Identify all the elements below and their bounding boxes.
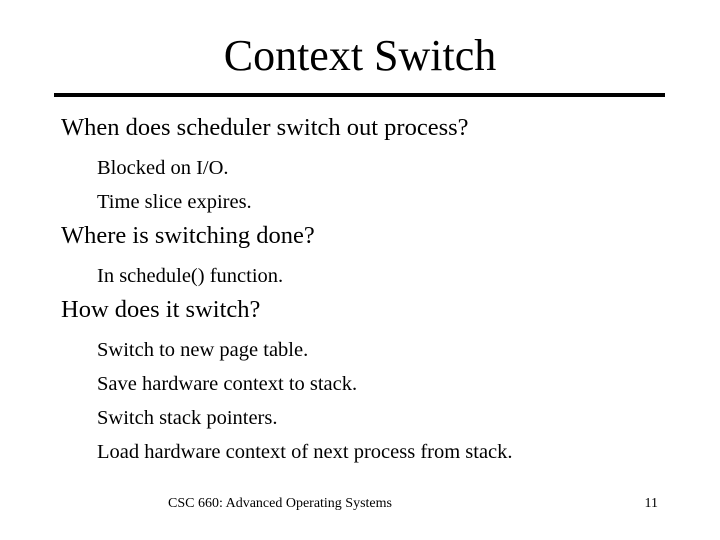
slide-footer: CSC 660: Advanced Operating Systems	[168, 496, 392, 511]
slide-body	[61, 111, 681, 469]
section-where	[61, 219, 681, 293]
answer-blocked-io: Blocked on I/O.	[97, 157, 229, 179]
answer-time-slice: Time slice expires.	[97, 191, 252, 213]
section-when	[61, 111, 681, 219]
slide-title: Context Switch	[223, 31, 497, 80]
section-how	[61, 293, 681, 469]
question-when: When does scheduler switch out process?	[61, 114, 469, 141]
page-number: 11	[644, 496, 658, 511]
answer-load-context: Load hardware context of next process from stack.	[97, 441, 513, 463]
title-divider	[54, 93, 665, 97]
question-where: Where is switching done?	[61, 222, 315, 249]
answer-switch-page-table: Switch to new page table.	[97, 339, 309, 361]
answer-schedule-function: In schedule() function.	[97, 265, 284, 287]
answer-switch-stack: Switch stack pointers.	[97, 407, 278, 429]
question-how: How does it switch?	[61, 296, 261, 323]
answer-save-context: Save hardware context to stack.	[97, 373, 358, 395]
